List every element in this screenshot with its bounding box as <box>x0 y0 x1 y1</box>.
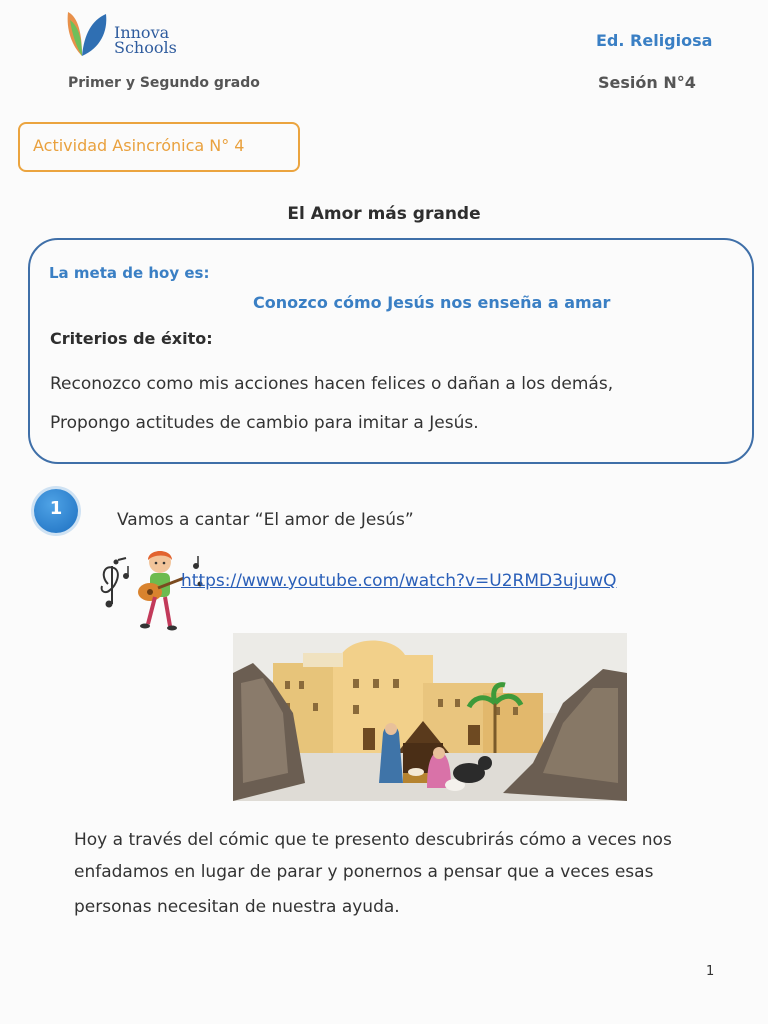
subject-label: Ed. Religiosa <box>596 31 713 50</box>
goal-heading: La meta de hoy es: <box>49 264 210 282</box>
logo-leaf-icon <box>62 6 112 62</box>
sing-instruction: Vamos a cantar “El amor de Jesús” <box>117 510 414 530</box>
goal-text: Conozco cómo Jesús nos enseña a amar <box>253 293 611 312</box>
step-number-badge: 1 <box>34 489 78 533</box>
logo-text-innova: Innova <box>114 23 170 42</box>
criteria-heading: Criterios de éxito: <box>50 329 213 348</box>
nativity-scene-image <box>233 633 627 801</box>
page-title: El Amor más grande <box>287 204 481 224</box>
page-number: 1 <box>706 964 715 979</box>
paragraph-line: personas necesitan de nuestra ayuda. <box>74 897 400 917</box>
session-label: Sesión N°4 <box>598 73 696 92</box>
criteria-item: Propongo actitudes de cambio para imitar a Jesús. <box>50 413 479 433</box>
activity-label: Actividad Asincrónica N° 4 <box>33 136 245 155</box>
guitar-kid-illustration <box>96 546 206 636</box>
grade-label: Primer y Segundo grado <box>68 75 260 91</box>
paragraph-line: enfadamos en lugar de parar y ponernos a pensar que a veces esas <box>74 862 654 882</box>
innova-schools-logo <box>62 6 192 66</box>
criteria-item: Reconozco como mis acciones hacen felices o dañan a los demás, <box>50 374 614 394</box>
logo-text-schools: Schools <box>114 38 177 57</box>
paragraph-line: Hoy a través del cómic que te presento descubrirás cómo a veces nos <box>74 830 672 850</box>
youtube-video-link[interactable]: https://www.youtube.com/watch?v=U2RMD3ujuwQ <box>181 571 617 591</box>
